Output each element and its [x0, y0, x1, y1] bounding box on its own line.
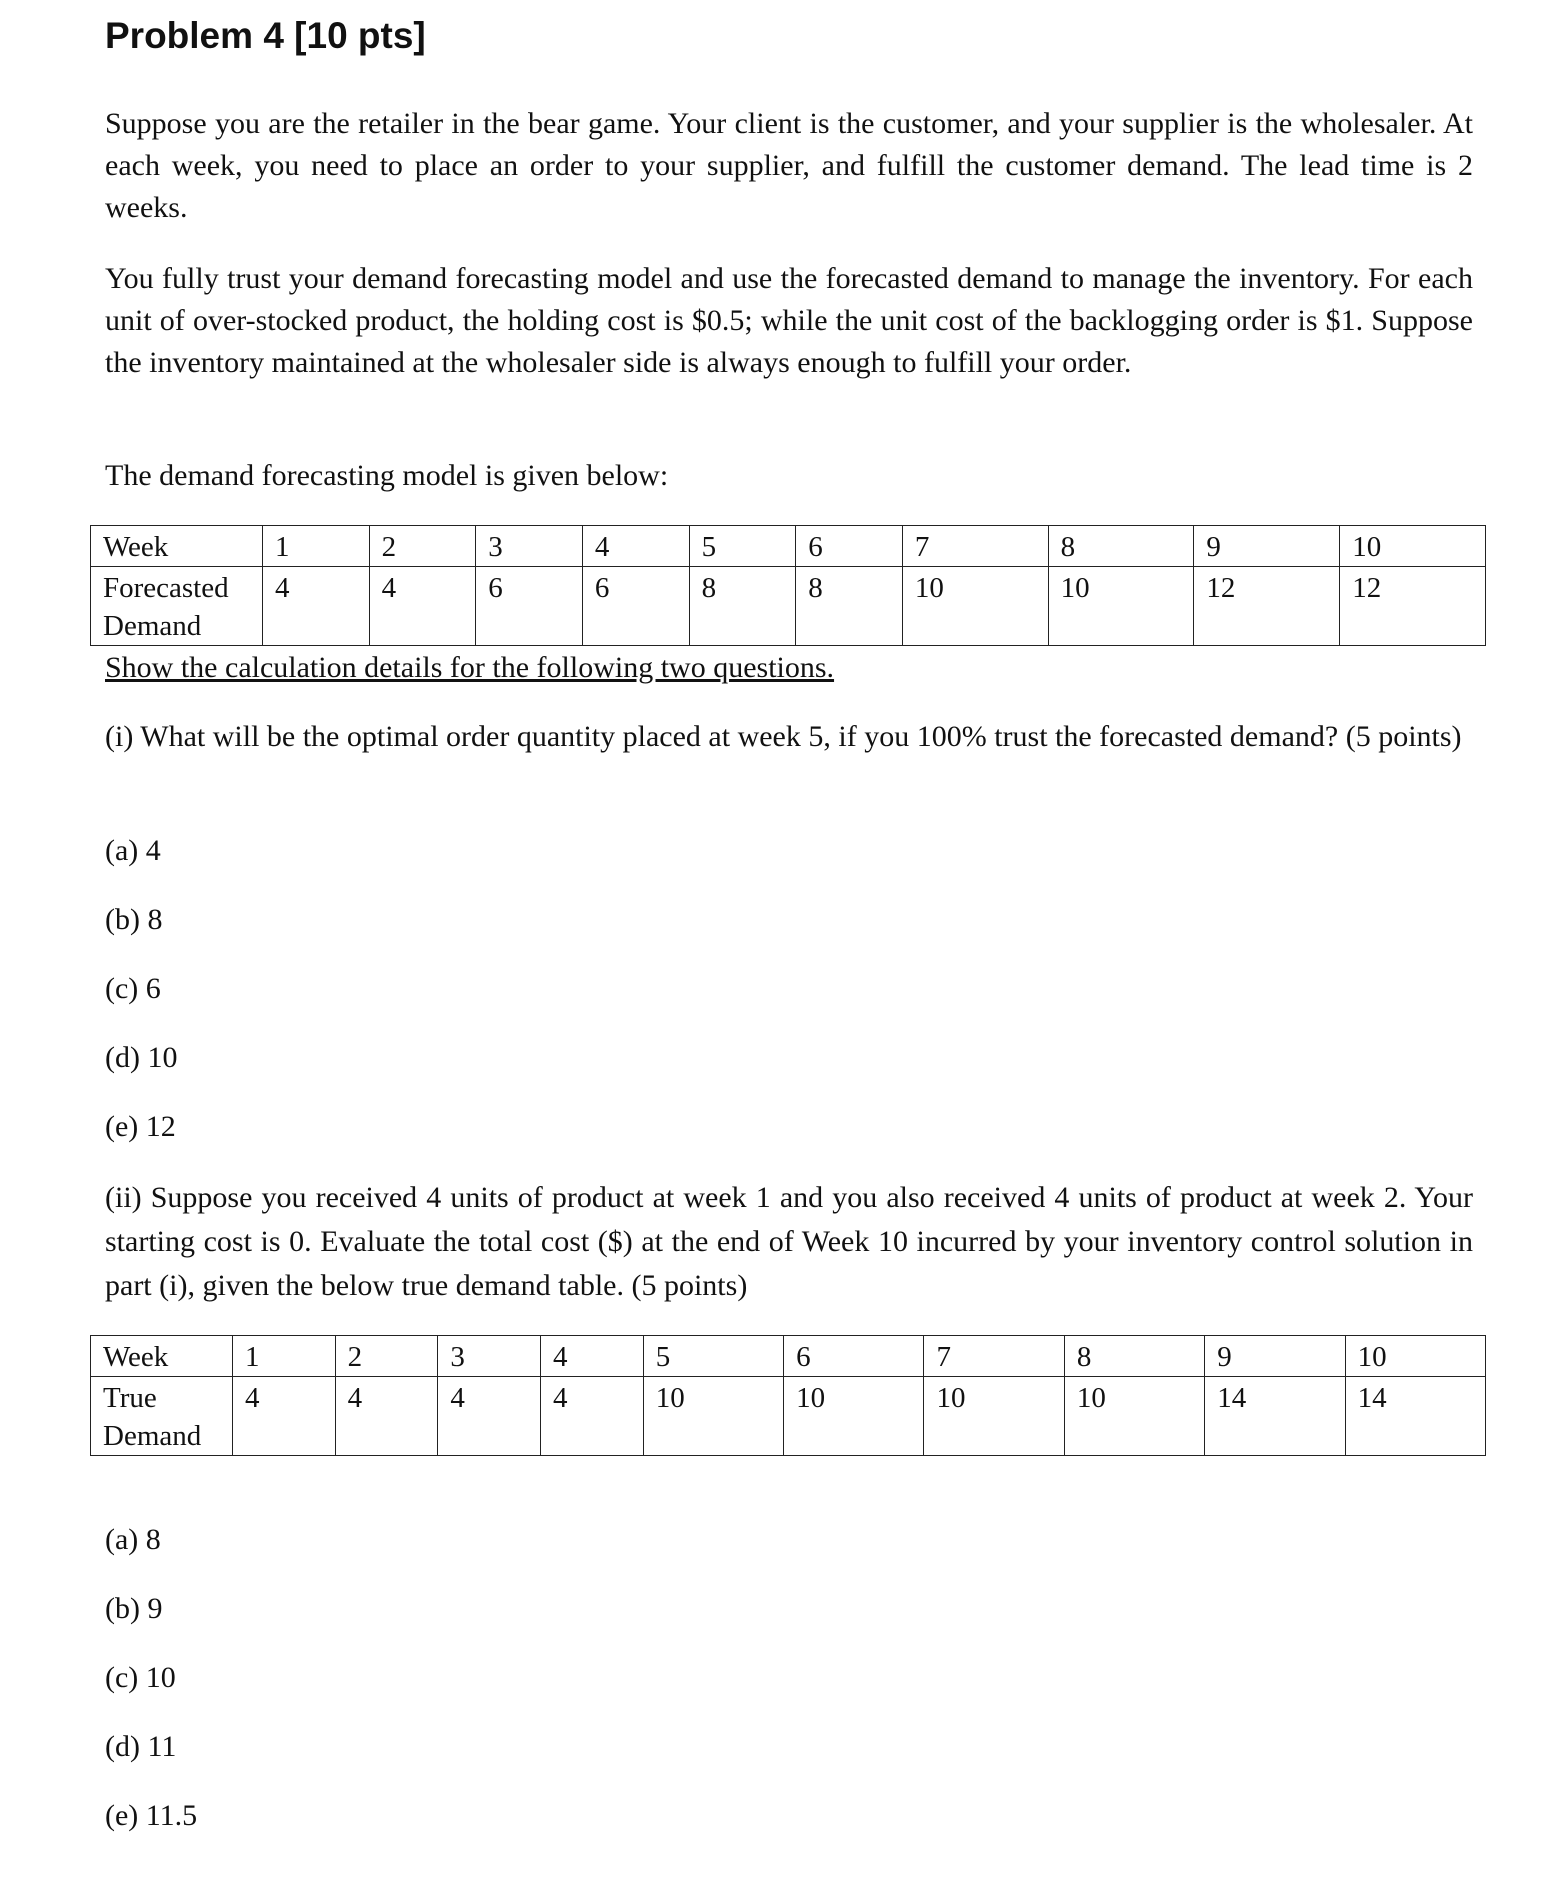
forecast-week-label: Week: [91, 526, 263, 567]
forecast-table: [90, 525, 1486, 646]
forecast-week-cell: 5: [689, 526, 796, 567]
question1-option-d: (d) 10: [105, 1041, 178, 1074]
forecast-demand-row: [91, 567, 1486, 646]
forecast-value-cell: 8: [689, 567, 796, 646]
model-intro: The demand forecasting model is given below:: [105, 459, 669, 492]
forecast-week-cell: 6: [796, 526, 903, 567]
forecast-value-cell: 10: [902, 567, 1048, 646]
question1-option-b: (b) 8: [105, 903, 163, 936]
forecast-week-cell: 9: [1194, 526, 1340, 567]
forecast-value-cell: 4: [263, 567, 370, 646]
true-value-cell: 10: [1064, 1377, 1204, 1456]
true-week-cell: 7: [924, 1336, 1064, 1377]
true-demand-table: [90, 1335, 1486, 1456]
question2-option-e: (e) 11.5: [105, 1799, 198, 1832]
forecast-value-cell: 12: [1340, 567, 1486, 646]
forecast-demand-label: [91, 567, 263, 646]
true-week-cell: 10: [1345, 1336, 1485, 1377]
forecast-week-cell: 4: [582, 526, 689, 567]
forecast-week-cell: 8: [1048, 526, 1194, 567]
true-value-cell: 4: [541, 1377, 644, 1456]
true-demand-label-line1: True: [103, 1382, 157, 1414]
true-week-cell: 2: [335, 1336, 438, 1377]
forecast-demand-label-line1: Forecasted: [103, 572, 229, 604]
forecast-week-cell: 2: [369, 526, 476, 567]
true-value-cell: 10: [924, 1377, 1064, 1456]
forecast-value-cell: 12: [1194, 567, 1340, 646]
true-week-cell: 1: [233, 1336, 336, 1377]
forecast-value-cell: 6: [476, 567, 583, 646]
instruction-text: Show the calculation details for the following two questions.: [105, 651, 835, 684]
intro-paragraph: Suppose you are the retailer in the bear game. Your client is the customer, and your supplier is the wholesaler. At each week, you need to place an order to your supplier, and fulfill the customer demand. The lead time is 2 weeks.: [105, 107, 1473, 224]
true-value-cell: 4: [233, 1377, 336, 1456]
question2-option-a: (a) 8: [105, 1523, 161, 1556]
forecast-value-cell: 8: [796, 567, 903, 646]
forecast-week-row: [91, 526, 1486, 567]
forecast-week-cell: 3: [476, 526, 583, 567]
question1-option-c: (c) 6: [105, 972, 161, 1005]
forecast-value-cell: 4: [369, 567, 476, 646]
true-week-cell: 5: [643, 1336, 783, 1377]
forecast-week-cell: 10: [1340, 526, 1486, 567]
question2-option-b: (b) 9: [105, 1592, 163, 1625]
cost-paragraph: You fully trust your demand forecasting model and use the forecasted demand to manage the inventory. For each unit of over-stocked product, the holding cost is $0.5; while the unit cost of the backlogging order is $1. Suppose the inventory maintained at the wholesaler side is always enough to fulfill your order.: [105, 262, 1473, 379]
forecast-value-cell: 10: [1048, 567, 1194, 646]
question2-option-d: (d) 11: [105, 1730, 177, 1763]
forecast-week-cell: 1: [263, 526, 370, 567]
true-demand-row: [91, 1377, 1486, 1456]
question1-option-e: (e) 12: [105, 1110, 176, 1143]
question2-option-c: (c) 10: [105, 1661, 176, 1694]
true-value-cell: 4: [335, 1377, 438, 1456]
true-demand-label-line2: Demand: [103, 1420, 202, 1452]
true-value-cell: 10: [643, 1377, 783, 1456]
true-value-cell: 4: [438, 1377, 541, 1456]
forecast-value-cell: 6: [582, 567, 689, 646]
forecast-demand-label-line2: Demand: [103, 610, 202, 642]
question1-option-a: (a) 4: [105, 834, 161, 867]
forecast-week-cell: 7: [902, 526, 1048, 567]
true-week-cell: 6: [784, 1336, 924, 1377]
true-demand-label: [91, 1377, 233, 1456]
question1-text: (i) What will be the optimal order quantity placed at week 5, if you 100% trust the forecasted demand? (5 points): [105, 720, 1462, 753]
true-week-label: Week: [91, 1336, 233, 1377]
true-value-cell: 14: [1205, 1377, 1345, 1456]
true-week-cell: 4: [541, 1336, 644, 1377]
true-week-row: [91, 1336, 1486, 1377]
true-value-cell: 14: [1345, 1377, 1485, 1456]
question2-text: (ii) Suppose you received 4 units of product at week 1 and you also received 4 units of product at week 2. Your starting cost is 0. Evaluate the total cost ($) at the end of Week 10 incurred by your inventory control solution in part (i), given the below true demand table. (5 points): [105, 1181, 1473, 1302]
true-week-cell: 8: [1064, 1336, 1204, 1377]
true-week-cell: 3: [438, 1336, 541, 1377]
true-value-cell: 10: [784, 1377, 924, 1456]
problem-title: Problem 4 [10 pts]: [105, 15, 426, 56]
true-week-cell: 9: [1205, 1336, 1345, 1377]
